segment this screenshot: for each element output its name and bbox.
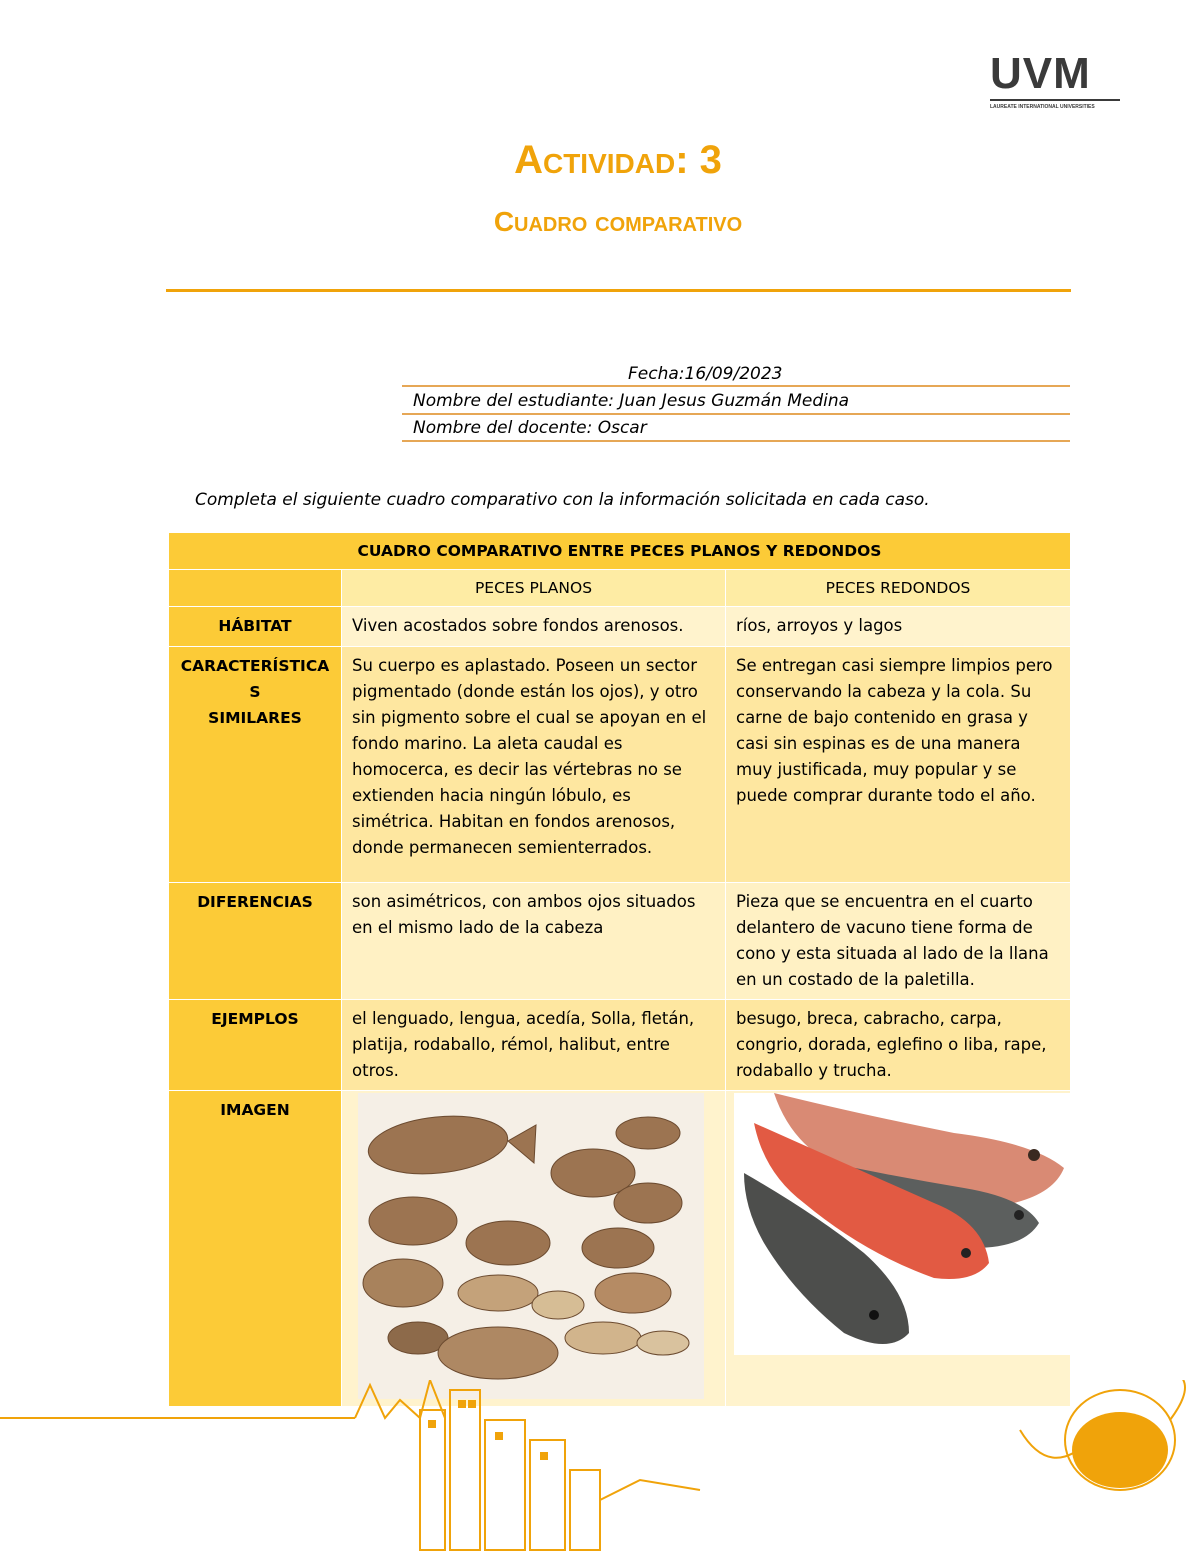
student-name-field: Nombre del estudiante: Juan Jesus Guzmán Medina xyxy=(413,391,850,411)
empty-header-cell xyxy=(169,570,342,607)
column-header-planos: PECES PLANOS xyxy=(342,570,726,607)
flatfish-illustration xyxy=(358,1093,704,1399)
row-label-imagen: IMAGEN xyxy=(169,1091,342,1407)
logo-divider xyxy=(990,99,1120,101)
row-label-diferencias: DIFERENCIAS xyxy=(169,883,342,1000)
uvm-logo xyxy=(990,49,1125,112)
habitat-redondos: ríos, arroyos y lagos xyxy=(726,607,1071,647)
caracteristicas-planos: Su cuerpo es aplastado. Poseen un sector pigmentado (donde están los ojos), y otro sin pigmento sobre el cual se apoyan en el fondo marino. La aleta caudal es homocerca, es decir las vértebras no se extienden hacia ningún lóbulo, es simétrica. Habitan en fondos arenosos, donde permanecen semienterrados. xyxy=(342,647,726,883)
title-rule xyxy=(166,289,1071,292)
date-field: Fecha:16/09/2023 xyxy=(628,364,783,384)
label-line: SIMILARES xyxy=(208,709,302,727)
logo-text: UVM xyxy=(990,49,1091,98)
comparison-table xyxy=(168,532,1071,1407)
row-label-caracteristicas xyxy=(169,647,342,883)
meta-divider xyxy=(402,385,1070,387)
diferencias-redondos: Pieza que se encuentra en el cuarto delantero de vacuno tiene forma de cono y esta situada al lado de la llana en un costado de la paletilla. xyxy=(726,883,1071,1000)
table-header: CUADRO COMPARATIVO ENTRE PECES PLANOS Y REDONDOS xyxy=(169,533,1071,570)
meta-divider xyxy=(402,440,1070,442)
city-skyline-decoration xyxy=(0,1380,1200,1553)
page-subtitle: Cuadro comparativo xyxy=(493,206,743,237)
ejemplos-planos: el lenguado, lengua, acedía, Solla, fletán, platija, rodaballo, rémol, halibut, entre otros. xyxy=(342,1000,726,1091)
roundfish-image-cell xyxy=(726,1091,1071,1407)
logo-subtitle: LAUREATE INTERNATIONAL UNIVERSITIES xyxy=(990,104,1095,110)
ejemplos-redondos: besugo, breca, cabracho, carpa, congrio, dorada, eglefino o liba, rape, rodaballo y trucha. xyxy=(726,1000,1071,1091)
instructions: Completa el siguiente cuadro comparativo con la información solicitada en cada caso. xyxy=(195,490,930,510)
diferencias-planos: son asimétricos, con ambos ojos situados en el mismo lado de la cabeza xyxy=(342,883,726,1000)
row-label-habitat: HÁBITAT xyxy=(169,607,342,647)
meta-divider xyxy=(402,413,1070,415)
label-line: CARACTERÍSTICA xyxy=(180,657,330,675)
habitat-planos: Viven acostados sobre fondos arenosos. xyxy=(342,607,726,647)
row-label-ejemplos: EJEMPLOS xyxy=(169,1000,342,1091)
roundfish-photo xyxy=(734,1093,1071,1355)
page-title: Actividad: 3 xyxy=(514,138,722,182)
column-header-redondos: PECES REDONDOS xyxy=(726,570,1071,607)
label-line: S xyxy=(249,683,261,701)
teacher-name-field: Nombre del docente: Oscar xyxy=(413,418,647,438)
flatfish-image-cell xyxy=(342,1091,726,1407)
caracteristicas-redondos: Se entregan casi siempre limpios pero conservando la cabeza y la cola. Su carne de bajo contenido en grasa y casi sin espinas es de una manera muy justificada, muy popular y se puede comprar durante todo el año. xyxy=(726,647,1071,883)
